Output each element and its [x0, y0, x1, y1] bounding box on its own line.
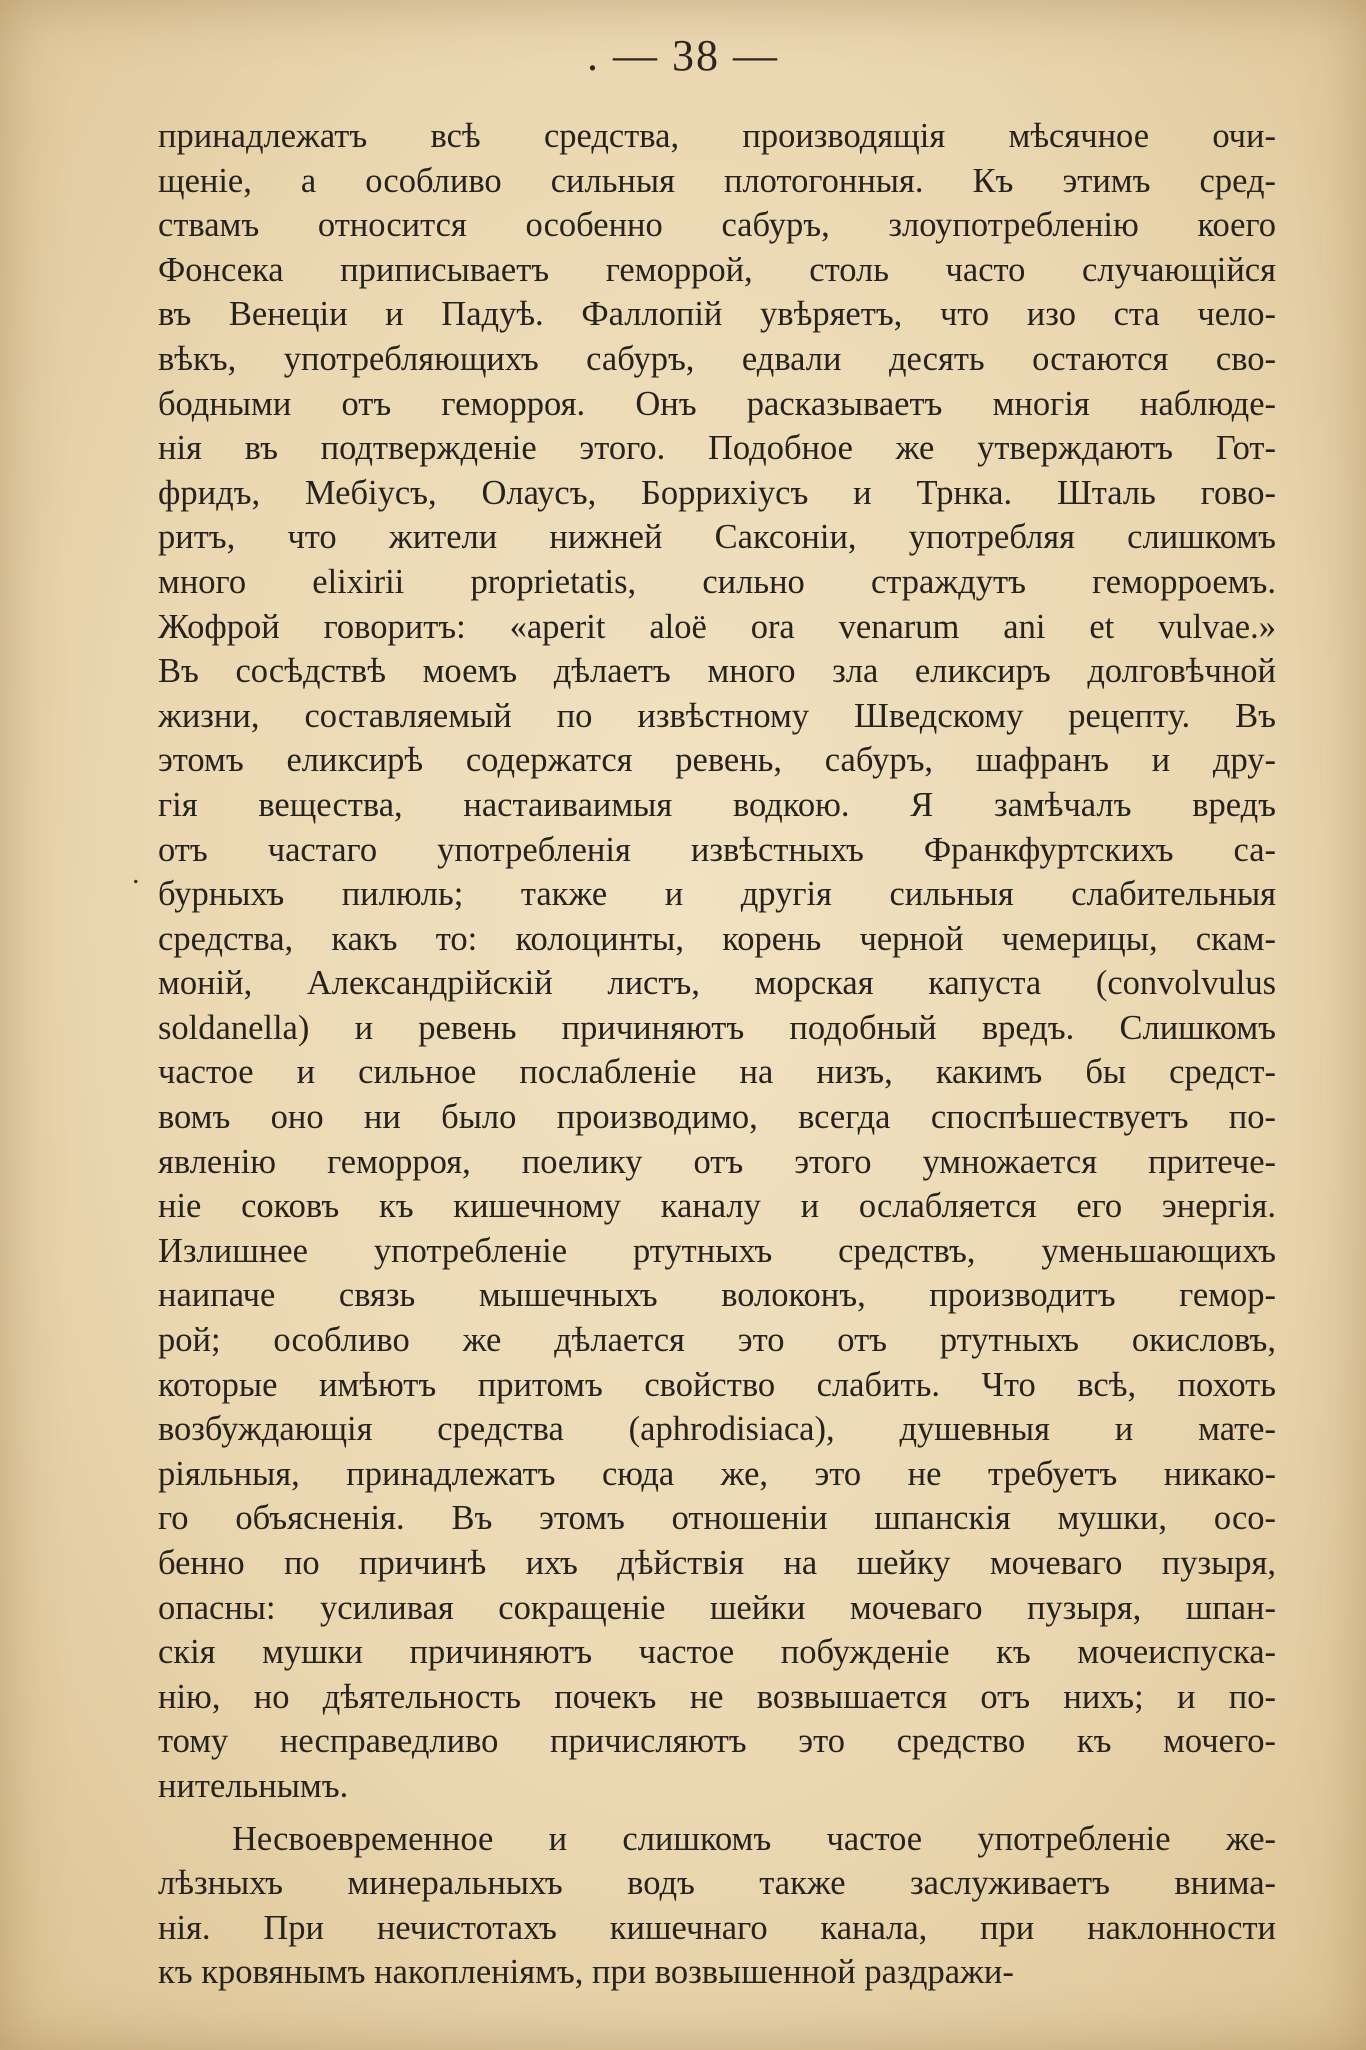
text-line: средства, какъ то: колоцинты, корень черной чемерицы, скам-: [158, 919, 1276, 958]
text-line: гія вещества, настаиваимыя водкою. Я замѣчалъ вредъ: [158, 785, 1276, 824]
text-line: вѣкъ, употребляющихъ сабуръ, едвали десять остаются сво-: [158, 339, 1276, 378]
text-line: soldanella) и ревень причиняютъ подобный вредъ. Слишкомъ: [158, 1008, 1276, 1047]
text-line: Несвоевременное и слишкомъ частое употребленіе же-: [232, 1819, 1276, 1858]
text-line: ніе соковъ къ кишечному каналу и ослабляется его энергія.: [158, 1187, 1276, 1226]
text-line: къ кровянымъ накопленіямъ, при возвышенной раздражи-: [158, 1953, 1014, 1992]
page-number: . — 38 —: [587, 31, 779, 80]
text-line: лѣзныхъ минеральныхъ водъ также заслуживаетъ внима-: [158, 1864, 1276, 1903]
text-line: ріяльныя, принадлежатъ сюда же, это не требуетъ никако-: [158, 1454, 1276, 1493]
text-line: которые имѣютъ притомъ свойство слабить. Что всѣ, похоть: [158, 1365, 1276, 1404]
text-line: скія мушки причиняютъ частое побужденіе къ мочеиспуска-: [158, 1633, 1276, 1672]
text-line: бодными отъ геморроя. Онъ расказываетъ многія наблюде-: [158, 384, 1276, 423]
text-line: ритъ, что жители нижней Саксоніи, употребляя слишкомъ: [158, 518, 1276, 557]
text-line: Фонсека приписываетъ геморрой, столь часто случающійся: [158, 250, 1276, 289]
text-line: въ Венеціи и Падуѣ. Фаллопій увѣряетъ, что изо ста чело-: [158, 295, 1276, 334]
text-line: наипаче связь мышечныхъ волоконъ, производитъ гемор-: [158, 1276, 1276, 1315]
text-line: фридъ, Мебіусъ, Олаусъ, Боррихіусъ и Трнка. Шталь гово-: [158, 473, 1276, 512]
text-line: явленію геморроя, поелику отъ этого умножается притече-: [158, 1142, 1276, 1181]
text-line: жизни, составляемый по извѣстному Шведскому рецепту. Въ: [158, 696, 1276, 735]
text-line: ствамъ относится особенно сабуръ, злоупотребленію коего: [158, 206, 1276, 245]
stray-mark: .: [132, 857, 140, 890]
text-line: рой; особливо же дѣлается это отъ ртутныхъ окисловъ,: [158, 1321, 1276, 1360]
body-text: [158, 114, 1276, 1995]
text-line: возбуждающія средства (aphrodisiaca), душевныя и мате-: [158, 1410, 1276, 1449]
text-line: частое и сильное послабленіе на низъ, какимъ бы средст-: [158, 1053, 1276, 1092]
text-line: этомъ еликсирѣ содержатся ревень, сабуръ, шафранъ и дру-: [158, 741, 1276, 780]
paragraph-gap: [158, 1809, 1276, 1817]
text-line: отъ частаго употребленія извѣстныхъ Франкфуртскихъ са-: [158, 830, 1276, 869]
text-line: го объясненія. Въ этомъ отношеніи шпанскія мушки, осо-: [158, 1499, 1276, 1538]
text-line: бенно по причинѣ ихъ дѣйствія на шейку мочеваго пузыря,: [158, 1544, 1276, 1582]
text-line: нію, но дѣятельность почекъ не возвышается отъ нихъ; и по-: [158, 1677, 1276, 1716]
text-line: моній, Александрійскій листъ, морская капуста (convolvulus: [158, 964, 1276, 1003]
text-line: принадлежатъ всѣ средства, производящія мѣсячное очи-: [158, 117, 1276, 155]
text-line: нія. При нечистотахъ кишечнаго канала, при наклонности: [158, 1908, 1276, 1947]
text-line: щеніе, а особливо сильныя плотогонныя. Къ этимъ сред-: [158, 161, 1276, 200]
text-line: Въ сосѣдствѣ моемъ дѣлаетъ много зла еликсиръ долговѣчной: [158, 652, 1276, 691]
text-line: нія въ подтвержденіе этого. Подобное же утверждаютъ Гот-: [158, 429, 1276, 468]
text-line: бурныхъ пилюль; также и другія сильныя слабительныя: [158, 875, 1276, 914]
text-line: много elixirii proprietatis, сильно страждутъ геморроемъ.: [158, 562, 1276, 601]
paragraph: [158, 114, 1276, 1809]
text-line: вомъ оно ни было производимо, всегда споспѣшествуетъ по-: [158, 1098, 1276, 1137]
text-line: Излишнее употребленіе ртутныхъ средствъ, уменьшающихъ: [158, 1231, 1276, 1270]
text-line: нительнымъ.: [158, 1766, 349, 1805]
text-line: тому несправедливо причисляютъ это средство къ мочего-: [158, 1722, 1276, 1761]
paragraph: [158, 1817, 1276, 1995]
text-line: опасны: усиливая сокращеніе шейки мочеваго пузыря, шпан-: [158, 1588, 1276, 1627]
text-line: Жофрой говоритъ: «aperit aloë ora venarum ani et vulvae.»: [158, 607, 1276, 646]
